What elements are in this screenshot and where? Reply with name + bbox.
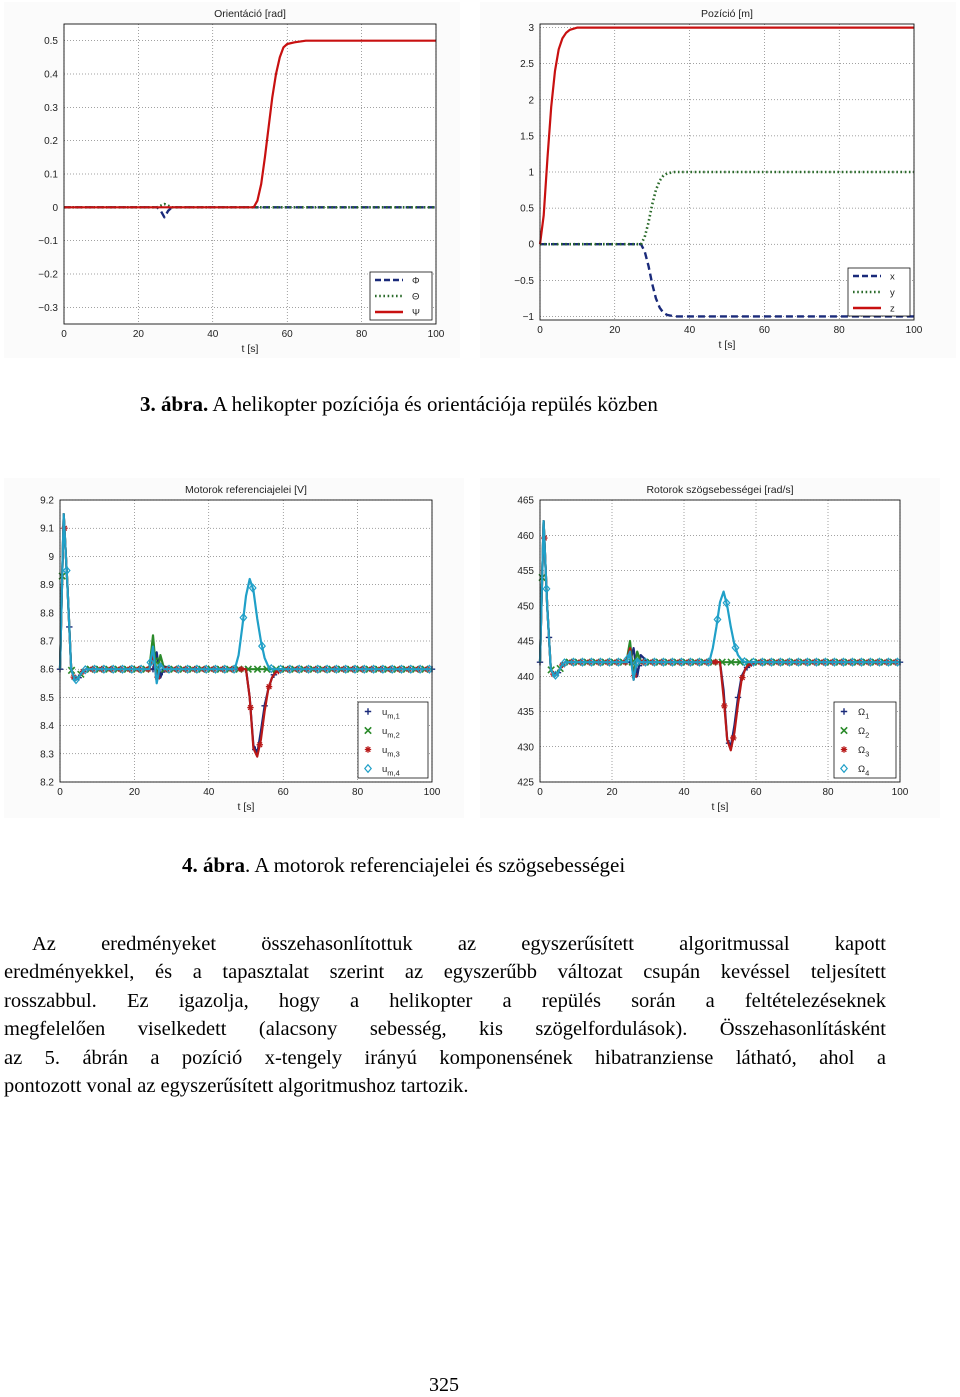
data-point xyxy=(247,704,253,710)
figure-3-left-chart xyxy=(4,2,460,358)
figure-3-right-chart xyxy=(480,2,956,358)
body-paragraph xyxy=(4,930,886,1100)
legend-label: $\Omega_4$ xyxy=(858,764,870,778)
data-point xyxy=(266,683,272,689)
legend-label: Ψ xyxy=(412,307,420,319)
x-tick-label: 20 xyxy=(606,787,618,798)
figure-4-right-chart xyxy=(480,478,940,818)
x-tick-label: 20 xyxy=(609,325,621,336)
y-tick-label: 8.8 xyxy=(40,608,54,620)
figure-4-caption-text: . A motorok referenciajelei és szögsebességei xyxy=(245,853,626,877)
y-tick-label: 2 xyxy=(528,95,534,107)
y-tick-label: 8.5 xyxy=(40,692,54,704)
legend-label: $\Omega_2$ xyxy=(858,726,870,740)
y-tick-label: 435 xyxy=(517,707,534,718)
figure-4-caption xyxy=(182,853,625,878)
x-tick-label: 60 xyxy=(750,787,762,798)
y-tick-label: 9.2 xyxy=(40,495,54,507)
y-tick-label: −0.3 xyxy=(38,302,58,314)
legend-label: x xyxy=(890,271,895,283)
legend-marker xyxy=(841,746,847,752)
data-point xyxy=(730,735,736,741)
y-tick-label: 3 xyxy=(528,23,534,35)
position-chart xyxy=(480,2,956,358)
motor-reference-chart xyxy=(4,478,464,818)
x-tick-label: 20 xyxy=(132,329,144,340)
y-tick-label: 1.5 xyxy=(520,131,534,143)
page-number: 325 xyxy=(429,1374,459,1396)
y-tick-label: −0.1 xyxy=(38,236,58,248)
x-tick-label: 0 xyxy=(537,787,543,798)
y-tick-label: 455 xyxy=(517,566,534,577)
figure-3-caption-text: A helikopter pozíciója és orientációja repülés közben xyxy=(208,392,658,416)
x-tick-label: 80 xyxy=(352,787,364,798)
paragraph-line: Az eredményeket összehasonlítottuk az egyszerűsített algoritmussal kapott xyxy=(32,933,886,955)
orientation-chart xyxy=(4,2,460,358)
legend-subscript: m,1 xyxy=(387,711,400,721)
x-tick-label: 60 xyxy=(277,787,289,798)
x-tick-label: 60 xyxy=(281,329,293,340)
x-tick-label: 0 xyxy=(57,787,63,798)
legend xyxy=(834,702,896,778)
legend-label: Θ xyxy=(412,291,420,303)
paragraph-line: megfelelően viselkedett (alacsony sebesség, kis szögelfordulások). Összehasonlításként xyxy=(4,1018,886,1041)
x-axis-label: t [s] xyxy=(711,801,729,813)
chart-title: Rotorok szögsebességei [rad/s] xyxy=(646,484,794,496)
legend-subscript: 1 xyxy=(865,711,870,721)
x-axis-label: t [s] xyxy=(718,339,736,351)
x-tick-label: 80 xyxy=(833,325,845,336)
x-tick-label: 60 xyxy=(758,325,770,336)
figure-4-caption-label: 4. ábra xyxy=(182,853,245,877)
chart-title: Pozíció [m] xyxy=(701,8,753,20)
x-tick-label: 0 xyxy=(537,325,543,336)
data-point xyxy=(238,666,244,672)
y-tick-label: 9 xyxy=(48,551,54,563)
y-tick-label: 0.4 xyxy=(44,69,58,81)
y-tick-label: 8.3 xyxy=(40,749,54,761)
legend-subscript: 3 xyxy=(865,749,870,759)
x-tick-label: 100 xyxy=(427,329,445,340)
legend-subscript: m,2 xyxy=(387,730,400,740)
chart-title: Orientáció [rad] xyxy=(214,8,286,20)
rotor-speed-chart xyxy=(480,478,940,818)
legend-label: Φ xyxy=(412,275,420,287)
y-tick-label: 8.6 xyxy=(40,664,54,676)
legend-label: $u_{m,1}$ xyxy=(382,707,400,721)
data-point xyxy=(712,659,718,665)
y-tick-label: 465 xyxy=(517,495,534,507)
x-tick-label: 80 xyxy=(356,329,368,340)
y-tick-label: −0.2 xyxy=(38,269,58,281)
y-tick-label: 445 xyxy=(517,636,534,648)
x-tick-label: 0 xyxy=(61,329,67,340)
figure-3-caption xyxy=(140,392,658,417)
legend xyxy=(848,268,910,316)
paragraph-line: rosszabbul. Ez igazolja, hogy a helikopter a repülés során a feltételezéseknek xyxy=(4,989,886,1012)
y-tick-label: 0.1 xyxy=(44,169,58,181)
x-tick-label: 20 xyxy=(128,787,140,798)
x-axis-label: t [s] xyxy=(237,801,255,813)
y-tick-label: 8.7 xyxy=(40,636,54,648)
y-tick-label: 0 xyxy=(528,239,534,251)
x-tick-label: 40 xyxy=(207,329,219,340)
x-tick-label: 100 xyxy=(905,325,923,336)
figure-4-left-chart xyxy=(4,478,464,818)
y-tick-label: 0.5 xyxy=(44,36,58,48)
legend-label: y xyxy=(890,287,895,299)
paragraph-line: pontozott vonal az egyszerűsített algoritmushoz tartozik. xyxy=(4,1075,469,1098)
y-tick-label: 450 xyxy=(517,601,534,613)
legend-label: z xyxy=(890,303,895,315)
y-tick-label: 2.5 xyxy=(520,59,534,71)
legend xyxy=(370,272,432,320)
legend-label: $\Omega_1$ xyxy=(858,707,870,721)
paragraph-line: az 5. ábrán a pozíció x-tengely irányú komponensének hibatranziense látható, ahol a xyxy=(4,1046,886,1069)
legend-subscript: m,3 xyxy=(387,749,400,759)
x-tick-label: 100 xyxy=(423,787,441,798)
x-tick-label: 40 xyxy=(684,325,696,336)
legend-subscript: m,4 xyxy=(387,768,400,778)
x-tick-label: 40 xyxy=(678,787,690,798)
data-point xyxy=(721,703,727,709)
y-tick-label: 440 xyxy=(517,671,534,683)
x-tick-label: 100 xyxy=(891,787,909,798)
y-tick-label: 425 xyxy=(517,777,534,789)
legend-subscript: 2 xyxy=(865,730,870,740)
legend-label: $u_{m,2}$ xyxy=(382,726,400,740)
x-tick-label: 80 xyxy=(822,787,834,798)
figure-3-caption-label: 3. ábra. xyxy=(140,392,209,416)
legend-label: $\Omega_3$ xyxy=(858,745,870,759)
data-point xyxy=(257,742,263,748)
y-tick-label: 0 xyxy=(52,202,58,214)
y-tick-label: 0.3 xyxy=(44,102,58,114)
y-tick-label: 430 xyxy=(517,742,534,754)
legend-subscript: 4 xyxy=(865,768,870,778)
paragraph-line: eredményekkel, és a tapasztalat szerint az egyszerűbb változat csupán kevéssel teljesített xyxy=(4,961,886,984)
chart-title: Motorok referenciajelei [V] xyxy=(185,484,307,496)
legend-marker xyxy=(365,746,371,752)
y-tick-label: −0.5 xyxy=(514,275,534,287)
data-point xyxy=(739,674,745,680)
y-tick-label: 0.5 xyxy=(520,203,534,215)
y-tick-label: 8.2 xyxy=(40,777,54,789)
y-tick-label: 460 xyxy=(517,530,534,542)
y-tick-label: 8.4 xyxy=(40,721,54,733)
legend-label: $u_{m,3}$ xyxy=(382,745,400,759)
legend-label: $u_{m,4}$ xyxy=(382,764,400,778)
y-tick-label: 0.2 xyxy=(44,136,58,148)
x-axis-label: t [s] xyxy=(241,343,259,355)
x-tick-label: 40 xyxy=(203,787,215,798)
y-tick-label: 1 xyxy=(528,167,534,179)
y-tick-label: −1 xyxy=(522,311,534,323)
y-tick-label: 9.1 xyxy=(40,523,54,535)
legend xyxy=(358,702,428,778)
y-tick-label: 8.9 xyxy=(40,580,54,592)
